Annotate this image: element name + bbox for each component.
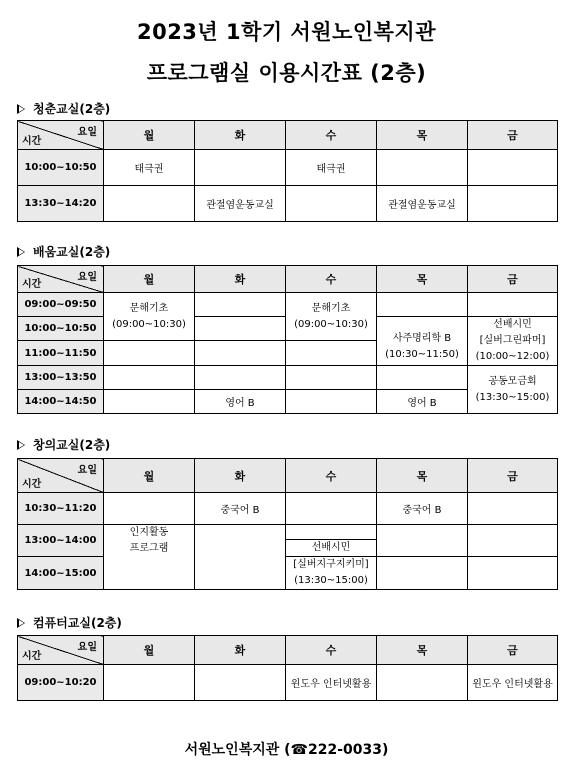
- day-header: 목: [377, 636, 468, 665]
- schedule-cell: 공동모금회 (13:30~15:00): [468, 366, 558, 414]
- schedule-cell: [104, 390, 195, 414]
- page-title-line2: 프로그램실 이용시간표 (2층): [146, 61, 427, 85]
- schedule-cell: [377, 293, 468, 317]
- day-header: 월: [104, 459, 195, 493]
- schedule-cell: 중국어 B: [377, 493, 468, 525]
- schedule-cell: [104, 665, 195, 701]
- corner-cell: 요일 시간: [18, 459, 104, 493]
- schedule-cell: [195, 293, 286, 317]
- corner-cell: 요일 시간: [18, 636, 104, 665]
- room3-table: [17, 458, 558, 590]
- schedule-cell: 선배시민 [실버그린파머] (10:00~12:00): [468, 317, 558, 366]
- schedule-cell: [195, 665, 286, 701]
- schedule-cell: [286, 341, 377, 366]
- day-header: 금: [468, 266, 558, 293]
- time-cell: 11:00~11:50: [18, 341, 104, 366]
- schedule-cell: [104, 493, 195, 525]
- day-header: 금: [468, 121, 558, 150]
- day-header: 수: [286, 266, 377, 293]
- schedule-cell: 문해기초 (09:00~10:30): [104, 293, 195, 341]
- page-title-line1: 2023년 1학기 서원노인복지관: [136, 20, 437, 44]
- schedule-cell: [377, 525, 468, 557]
- schedule-cell: 선배시민: [286, 525, 377, 557]
- day-header: 목: [377, 459, 468, 493]
- room1-heading: [17, 100, 110, 117]
- time-cell: 10:00~10:50: [18, 317, 104, 341]
- schedule-cell: 윈도우 인터넷활용: [468, 665, 558, 701]
- day-header: 금: [468, 636, 558, 665]
- schedule-cell: 사주명리학 B (10:30~11:50): [377, 317, 468, 366]
- schedule-cell: [104, 366, 195, 390]
- room4-table: [17, 635, 558, 701]
- schedule-cell: 관절염운동교실: [195, 186, 286, 222]
- corner-cell: 요일 시간: [18, 266, 104, 293]
- schedule-cell: 영어 B: [195, 390, 286, 414]
- time-cell: 14:00~14:50: [18, 390, 104, 414]
- time-cell: 09:00~10:20: [18, 665, 104, 701]
- room3-name: 창의교실(2층): [33, 438, 111, 452]
- schedule-cell: [468, 293, 558, 317]
- triangle-bullet-icon: [17, 440, 25, 450]
- day-header: 수: [286, 459, 377, 493]
- time-cell: 13:30~14:20: [18, 186, 104, 222]
- schedule-cell: [377, 366, 468, 390]
- schedule-cell: [468, 186, 558, 222]
- schedule-cell: [195, 317, 286, 341]
- triangle-bullet-icon: [17, 104, 25, 114]
- day-header: 월: [104, 121, 195, 150]
- schedule-cell: [286, 366, 377, 390]
- schedule-cell: [195, 366, 286, 390]
- schedule-cell: 관절염운동교실: [377, 186, 468, 222]
- time-cell: 13:00~13:50: [18, 366, 104, 390]
- room2-name: 배움교실(2층): [33, 245, 111, 259]
- schedule-cell: [377, 150, 468, 186]
- schedule-cell: 태극권: [104, 150, 195, 186]
- schedule-cell: 영어 B: [377, 390, 468, 414]
- room2-table: [17, 265, 558, 414]
- day-header: 목: [377, 121, 468, 150]
- schedule-cell: [실버지구지키미] (13:30~15:00): [286, 557, 377, 590]
- time-cell: 13:00~14:00: [18, 525, 104, 557]
- time-cell: 14:00~15:00: [18, 557, 104, 590]
- schedule-cell: [195, 341, 286, 366]
- day-header: 화: [195, 459, 286, 493]
- room1-name: 청춘교실(2층): [33, 102, 111, 116]
- day-header: 수: [286, 121, 377, 150]
- schedule-cell: [377, 557, 468, 590]
- room3-heading: [17, 436, 110, 453]
- schedule-cell: 문해기초 (09:00~10:30): [286, 293, 377, 341]
- room4-heading: [17, 614, 122, 631]
- schedule-cell: [468, 525, 558, 557]
- schedule-cell: [195, 525, 286, 590]
- day-header: 월: [104, 636, 195, 665]
- day-header: 금: [468, 459, 558, 493]
- schedule-cell: 중국어 B: [195, 493, 286, 525]
- triangle-bullet-icon: [17, 247, 25, 257]
- day-header: 화: [195, 636, 286, 665]
- footer-contact: 서원노인복지관 (☎222-0033): [184, 742, 389, 758]
- room1-table: [17, 120, 558, 222]
- room4-name: 컴퓨터교실(2층): [33, 616, 122, 630]
- schedule-cell: [104, 341, 195, 366]
- time-cell: 10:30~11:20: [18, 493, 104, 525]
- time-cell: 09:00~09:50: [18, 293, 104, 317]
- schedule-cell: [286, 390, 377, 414]
- day-header: 화: [195, 266, 286, 293]
- schedule-cell: 인지활동 프로그램: [104, 525, 195, 590]
- schedule-cell: [104, 186, 195, 222]
- schedule-cell: [286, 186, 377, 222]
- corner-cell: 요일 시간: [18, 121, 104, 150]
- time-cell: 10:00~10:50: [18, 150, 104, 186]
- schedule-cell: 윈도우 인터넷활용: [286, 665, 377, 701]
- schedule-cell: [286, 493, 377, 525]
- day-header: 월: [104, 266, 195, 293]
- day-header: 화: [195, 121, 286, 150]
- day-header: 수: [286, 636, 377, 665]
- room2-heading: [17, 243, 110, 260]
- triangle-bullet-icon: [17, 618, 25, 628]
- schedule-cell: [468, 150, 558, 186]
- schedule-cell: [468, 557, 558, 590]
- schedule-cell: [195, 150, 286, 186]
- schedule-cell: [377, 665, 468, 701]
- schedule-cell: 태극권: [286, 150, 377, 186]
- schedule-cell: [468, 493, 558, 525]
- day-header: 목: [377, 266, 468, 293]
